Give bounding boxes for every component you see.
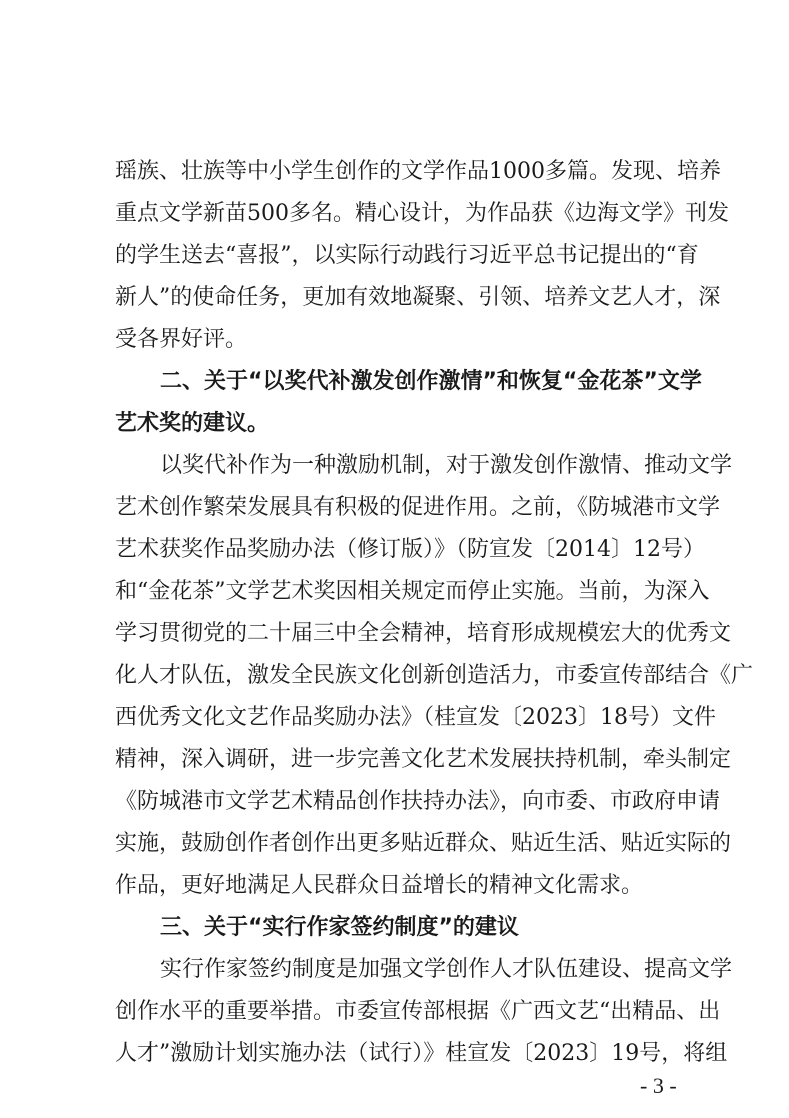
text-line: 艺术创作繁荣发展具有积极的促进作用。之前，《防城港市文学: [115, 495, 721, 520]
heading-line: 艺术奖的建议。: [115, 411, 270, 436]
text-line: 人才”激励计划实施办法（试行）》桂宣发〔2023〕19号，将组: [115, 1041, 728, 1066]
text-line: 受各界好评。: [115, 327, 248, 352]
text-line: 西优秀文化文艺作品奖励办法》（桂宣发〔2023〕18号）文件: [115, 705, 716, 730]
text-line: 精神，深入调研，进一步完善文化艺术发展扶持机制，牵头制定: [115, 747, 732, 772]
text-line: 学习贯彻党的二十届三中全会精神，培育形成规模宏大的优秀文: [115, 621, 732, 646]
text-line: 作品，更好地满足人民群众日益增长的精神文化需求。: [115, 873, 644, 898]
text-line: 《防城港市文学艺术精品创作扶持办法》，向市委、市政府申请: [115, 789, 721, 814]
text-line: 新人”的使命任务，更加有效地凝聚、引领、培养文艺人才，深: [115, 285, 721, 310]
text-line: 以奖代补作为一种激励机制，对于激发创作激情、推动文学: [160, 453, 733, 478]
text-line: 的学生送去“喜报”，以实际行动践行习近平总书记提出的“育: [115, 243, 699, 268]
page-number: - 3 -: [640, 1073, 677, 1098]
text-line: 重点文学新苗500多名。精心设计，为作品获《边海文学》刊发: [115, 201, 729, 226]
text-line: 艺术获奖作品奖励办法（修订版）》（防宣发〔2014〕12号）: [115, 537, 705, 562]
heading-line: 三、关于“实行作家签约制度”的建议: [160, 915, 519, 940]
text-line: 实施，鼓励创作者创作出更多贴近群众、贴近生活、贴近实际的: [115, 831, 732, 856]
text-line: 瑶族、壮族等中小学生创作的文学作品1000多篇。发现、培养: [115, 159, 721, 184]
text-line: 和“金花茶”文学艺术奖因相关规定而停止实施。当前，为深入: [115, 579, 710, 604]
text-line: 化人才队伍，激发全民族文化创新创造活力，市委宣传部结合《广: [115, 663, 754, 688]
text-line: 创作水平的重要举措。市委宣传部根据《广西文艺“出精品、出: [115, 999, 721, 1024]
heading-line: 二、关于“以奖代补激发创作激情”和恢复“金花茶”文学: [160, 369, 702, 394]
text-line: 实行作家签约制度是加强文学创作人才队伍建设、提高文学: [160, 957, 733, 982]
